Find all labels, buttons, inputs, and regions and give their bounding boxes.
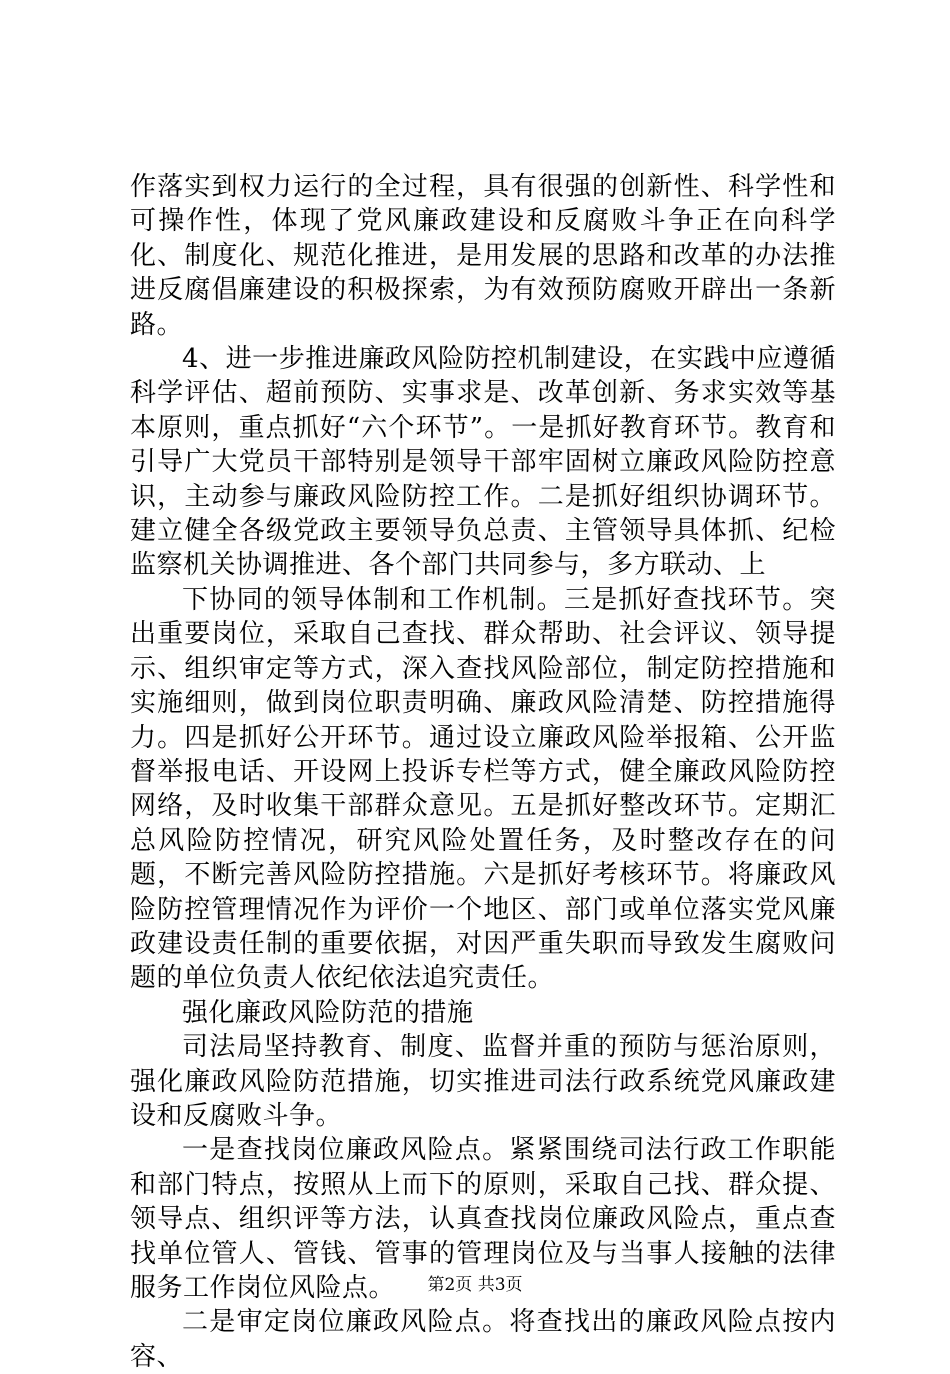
page-number-footer: 第2页 共3页 (427, 1275, 523, 1295)
paragraph-intro: 司法局坚持教育、制度、监督并重的预防与惩治原则，强化廉政风险防范措施，切实推进司法行政系统党风廉政建设和反腐败斗争。 (130, 1032, 836, 1131)
paragraph-review-risk-points: 二是审定岗位廉政风险点。将查找出的廉政风险点按内容、 (130, 1307, 836, 1372)
document-body (130, 170, 836, 1374)
paragraph-six-links: 下协同的领导体制和工作机制。三是抓好查找环节。突出重要岗位，采取自己查找、群众帮助、社会评议、领导提示、组织审定等方式，深入查找风险部位，制定防控措施和实施细则，做到岗位职责明确、廉政风险清楚、防控措施得力。四是抓好公开环节。通过设立廉政风险举报箱、公开监督举报电话、开设网上投诉专栏等方式，健全廉政风险防控网络，及时收集干部群众意见。五是抓好整改环节。定期汇总风险防控情况，研究风险处置任务，及时整改存在的问题，不断完善风险防控措施。六是抓好考核环节。将廉政风险防控管理情况作为评价一个地区、部门或单位落实党风廉政建设责任制的重要依据，对因严重失职而导致发生腐败问题的单位负责人依纪依法追究责任。 (130, 584, 836, 994)
paragraph-point-4: 4、进一步推进廉政风险防控机制建设，在实践中应遵循科学评估、超前预防、实事求是、改革创新、务求实效等基本原则，重点抓好“六个环节”。一是抓好教育环节。教育和引导广大党员干部特别是领导干部牢固树立廉政风险防控意识，主动参与廉政风险防控工作。二是抓好组织协调环节。建立健全各级党政主要领导负总责、主管领导具体抓、纪检监察机关协调推进、各个部门共同参与，多方联动、上 (130, 344, 836, 581)
paragraph-continuation: 作落实到权力运行的全过程，具有很强的创新性、科学性和可操作性，体现了党风廉政建设和反腐败斗争正在向科学化、制度化、规范化推进，是用发展的思路和改革的办法推进反腐倡廉建设的积极探索，为有效预防腐败开辟出一条新路。 (130, 172, 836, 340)
section-heading: 强化廉政风险防范的措施 (182, 997, 474, 1028)
paragraph-find-risk-points: 一是查找岗位廉政风险点。紧紧围绕司法行政工作职能和部门特点，按照从上而下的原则，采取自己找、群众提、领导点、组织评等方法，认真查找岗位廉政风险点，重点查找单位管人、管钱、管事的管理岗位及与当事人接触的法律服务工作岗位风险点。 (130, 1135, 836, 1303)
